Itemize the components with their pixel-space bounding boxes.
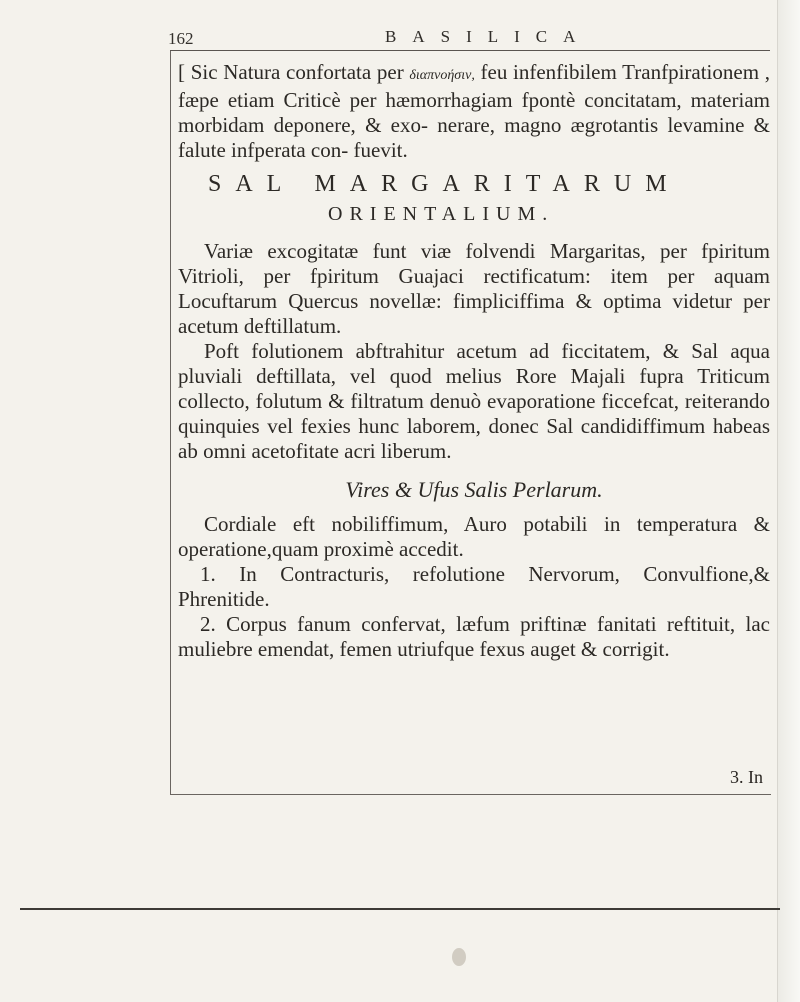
intro-line-2: Tranfpirationem , fæpe etiam Criticè per hæmorrhagiam (178, 60, 770, 112)
bottom-rule (20, 908, 780, 910)
intro-line-5: fuevit. (353, 138, 408, 162)
page-body (178, 60, 770, 662)
section-title: SAL MARGARITARUM (208, 171, 681, 197)
page-number: 162 (168, 29, 194, 48)
virtue-item-1: 1. In Contracturis, refolutione Nervorum, Convulfione,& Phrenitide. (178, 562, 770, 611)
virtues-intro: Cordiale eft nobiliffimum, Auro potabili in temperatura & operatione,quam proximè accedit. (178, 512, 770, 561)
paragraph-1: Variæ excogitatæ funt viæ folvendi Margaritas, per fpiritum Vitrioli, per fpiritum Guajaci rectificatum: item per aquam Locuftarum Quercus novellæ: fimpliciffima & optima videtur per acetum deftillatum. (178, 239, 770, 338)
catchword: 3. In (730, 767, 763, 787)
running-title: BASILICA (385, 27, 592, 46)
header-rule (170, 50, 770, 51)
intro-line-3: fpontè concitatam, materiam morbidam deponere, & exo- (178, 88, 770, 137)
paragraph-2: Poft folutionem abftrahitur acetum ad ficcitatem, & Sal aqua pluviali deftillata, vel quod melius Rore Majali fupra Triticum collecto, folutum & filtratum denuò evaporatione ficcefcat, reiterando quinquies vel fexies hunc laborem, donec Sal candidiffimum habeas ab omni acetofitate acri liberum. (178, 339, 770, 463)
greek-word: διαπνοήσιν, (409, 68, 475, 83)
page-edge (777, 0, 800, 1002)
ink-stain (452, 948, 466, 966)
section-subtitle: ORIENTALIUM. (328, 203, 555, 225)
intro-line-4: nerare, magno ægrotantis levamine & falute infperata con- (178, 113, 771, 162)
intro-line-1-tail: feu infenfibilem (474, 60, 617, 84)
intro-line-1: [ Sic Natura confortata per (178, 60, 410, 84)
intro-paragraph (178, 60, 770, 163)
virtue-item-2: 2. Corpus fanum confervat, læfum priftinæ fanitati reftituit, lac muliebre emendat, femen utriufque fexus auget & corrigit. (178, 612, 770, 661)
virtues-title: Vires & Ufus Salis Perlarum. (345, 477, 603, 502)
